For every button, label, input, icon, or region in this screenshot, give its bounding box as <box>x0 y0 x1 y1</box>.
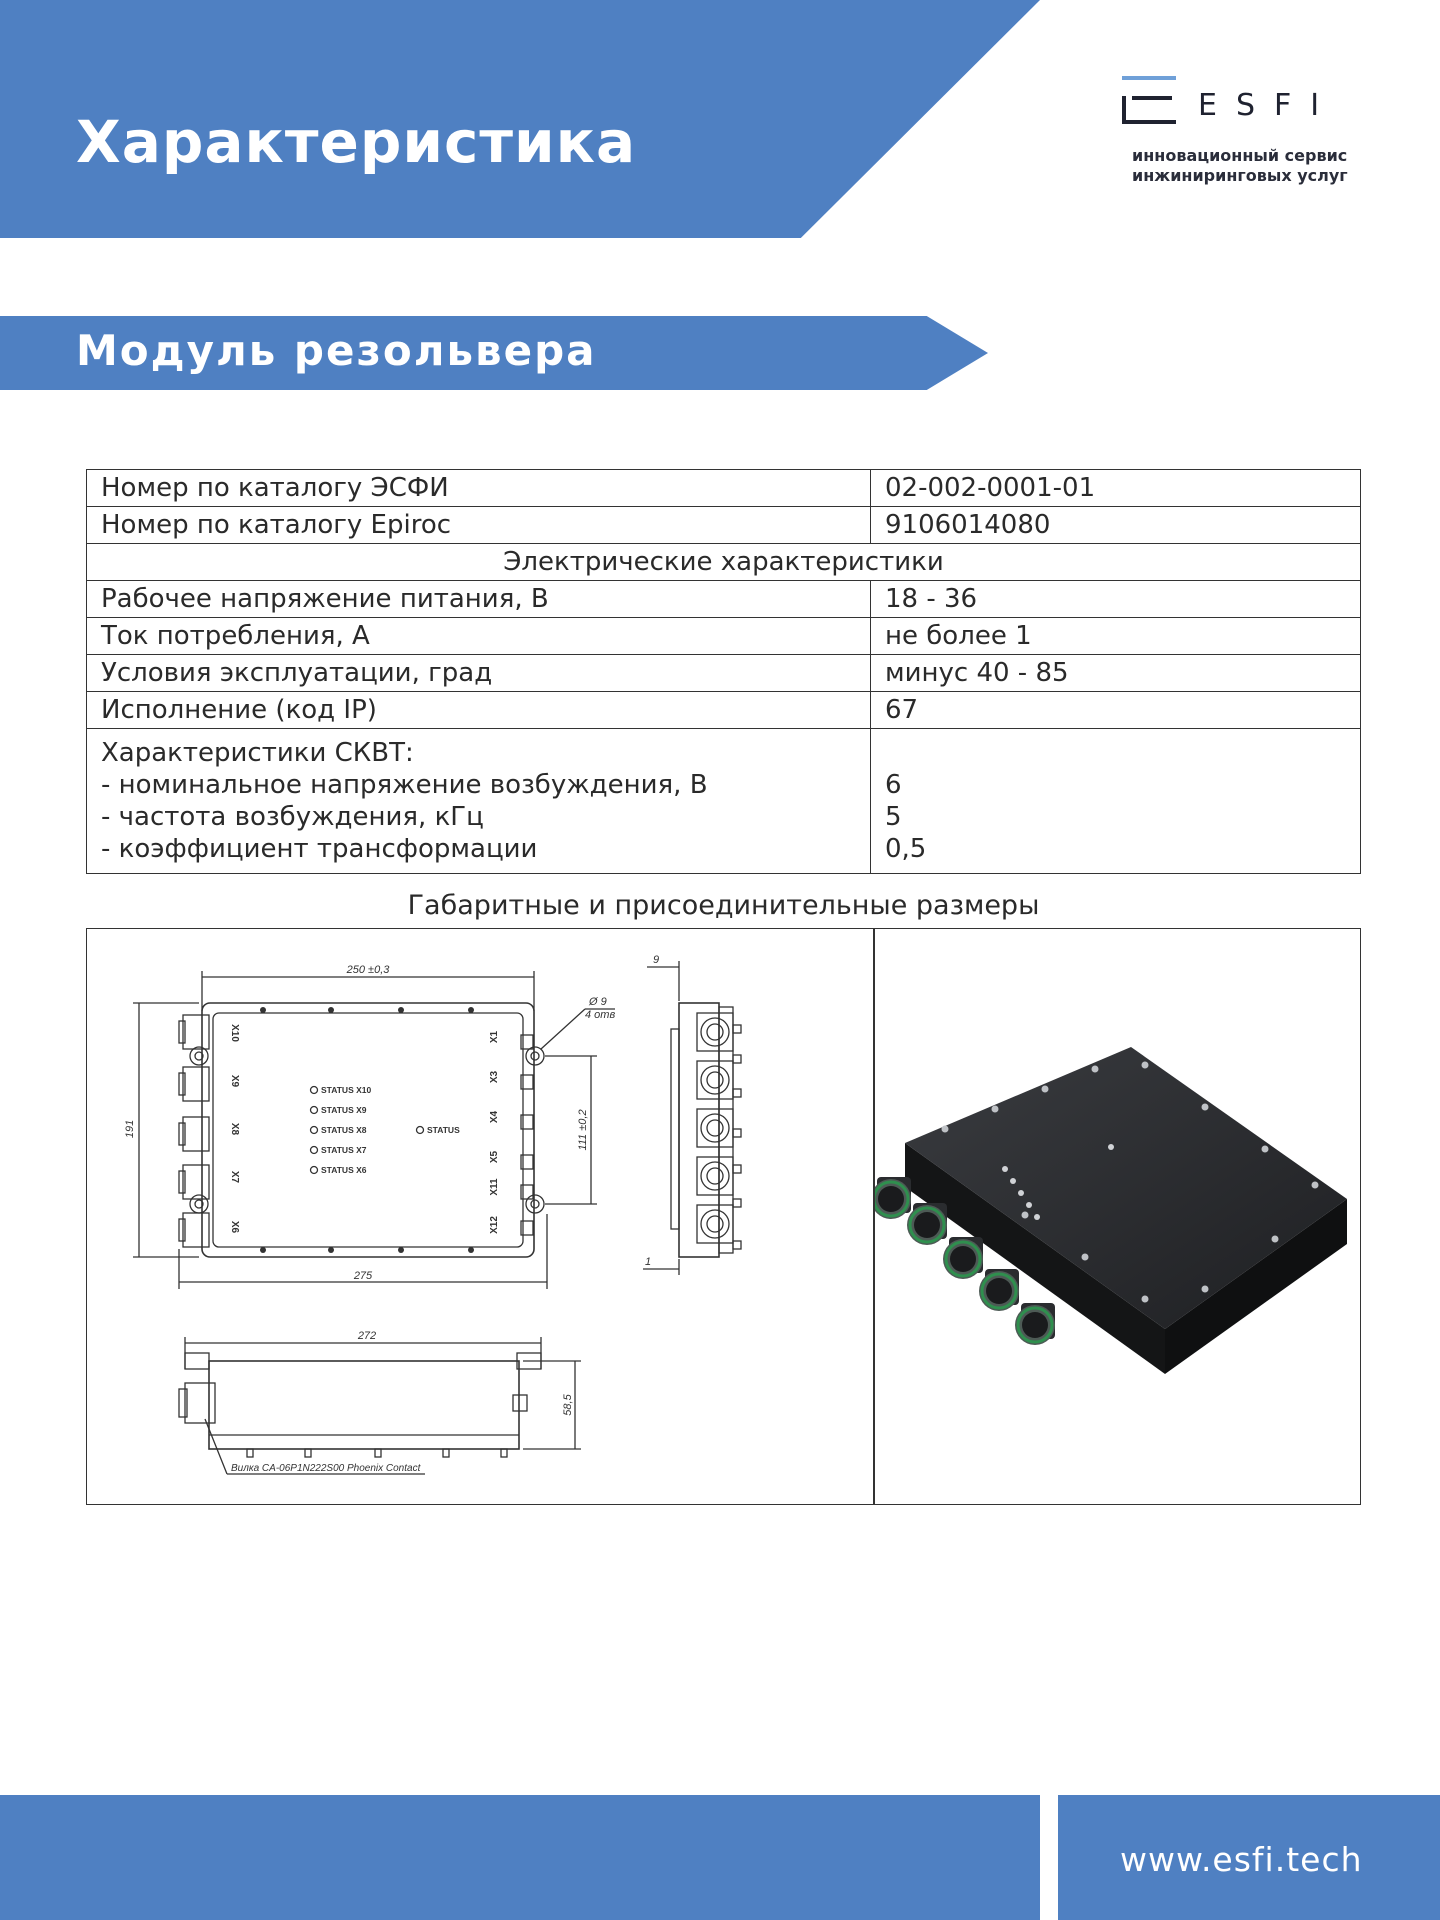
spec-value: 9106014080 <box>871 507 1361 544</box>
logo-wordmark: ESFI <box>1198 88 1339 123</box>
table-row <box>87 729 1361 874</box>
skvt-item-value: 5 <box>885 802 902 832</box>
table-row <box>87 618 1361 655</box>
table-row <box>87 655 1361 692</box>
spec-value: 18 - 36 <box>871 581 1361 618</box>
status-led-label: STATUS X8 <box>321 1125 367 1135</box>
dim-hole-count: 4 отв <box>585 1009 616 1021</box>
port-label: X11 <box>489 1178 500 1196</box>
dim-height: 191 <box>124 1119 136 1139</box>
spec-label: Ток потребления, А <box>87 618 871 655</box>
spec-label: Номер по каталогу ЭСФИ <box>87 470 871 507</box>
dim-spacing: 111 ±0,2 <box>577 1109 589 1151</box>
esfi-logo-icon <box>1116 72 1178 128</box>
skvt-item-label: - номинальное напряжение возбуждения, В <box>101 770 708 800</box>
device-photo <box>875 929 1359 1504</box>
page-title: Характеристика <box>76 108 637 176</box>
spec-value: минус 40 - 85 <box>871 655 1361 692</box>
status-led-label: STATUS X7 <box>321 1145 367 1155</box>
spec-label: Номер по каталогу Epiroc <box>87 507 871 544</box>
skvt-item-value: 6 <box>885 770 902 800</box>
table-row <box>87 581 1361 618</box>
connector-note: Вилка CA-06P1N222S00 Phoenix Contact <box>231 1463 421 1474</box>
technical-drawing <box>87 929 873 1504</box>
logo-tagline <box>1132 146 1382 186</box>
port-label: X1 <box>489 1030 500 1044</box>
skvt-item-label: - частота возбуждения, кГц <box>101 802 484 832</box>
spec-value: 67 <box>871 692 1361 729</box>
port-label: X5 <box>489 1150 500 1164</box>
dim-width-bottom: 275 <box>353 1270 373 1282</box>
spec-value: 02-002-0001-01 <box>871 470 1361 507</box>
dim-side-offset: 1 <box>645 1256 652 1268</box>
port-label: X12 <box>489 1216 500 1234</box>
spec-label: Рабочее напряжение питания, В <box>87 581 871 618</box>
electrical-header: Электрические характеристики <box>87 544 1361 581</box>
logo-tagline-line1: инновационный сервис <box>1132 146 1348 165</box>
status-led-label: STATUS X9 <box>321 1105 367 1115</box>
port-label: X6 <box>229 1220 240 1234</box>
spec-table <box>86 469 1361 874</box>
spec-value: не более 1 <box>871 618 1361 655</box>
spec-label: Условия эксплуатации, град <box>87 655 871 692</box>
table-row <box>87 470 1361 507</box>
table-row <box>87 692 1361 729</box>
table-row <box>87 507 1361 544</box>
spec-label: Исполнение (код IP) <box>87 692 871 729</box>
status-led-label: STATUS X10 <box>321 1085 372 1095</box>
port-label: X10 <box>229 1024 240 1042</box>
skvt-item-label: - коэффициент трансформации <box>101 834 538 864</box>
skvt-labels <box>87 729 871 874</box>
dimensions-box <box>86 928 1361 1505</box>
skvt-item-value: 0,5 <box>885 834 927 864</box>
port-label: X9 <box>229 1074 240 1088</box>
logo <box>1116 66 1366 196</box>
section-title: Модуль резольвера <box>76 326 597 375</box>
port-label: X8 <box>229 1122 240 1136</box>
port-label: X4 <box>489 1110 500 1124</box>
dim-front-height: 58,5 <box>562 1394 574 1416</box>
dim-width-top: 250 ±0,3 <box>346 964 390 976</box>
status-led-label: STATUS X6 <box>321 1165 367 1175</box>
skvt-title: Характеристики СКВТ: <box>101 738 414 768</box>
dim-side-width: 9 <box>653 954 660 966</box>
footer-url[interactable]: www.esfi.tech <box>1120 1840 1363 1879</box>
logo-tagline-line2: инжиниринговых услуг <box>1132 166 1348 185</box>
dim-hole: Ø 9 <box>589 996 607 1008</box>
dim-front-width: 272 <box>357 1330 377 1342</box>
port-label: X7 <box>229 1170 240 1184</box>
skvt-values <box>871 729 1361 874</box>
table-row <box>87 544 1361 581</box>
status-main-label: STATUS <box>427 1125 460 1135</box>
dimensions-caption: Габаритные и присоединительные размеры <box>407 890 1040 921</box>
footer-band-left <box>0 1795 1040 1920</box>
port-label: X3 <box>489 1070 500 1084</box>
